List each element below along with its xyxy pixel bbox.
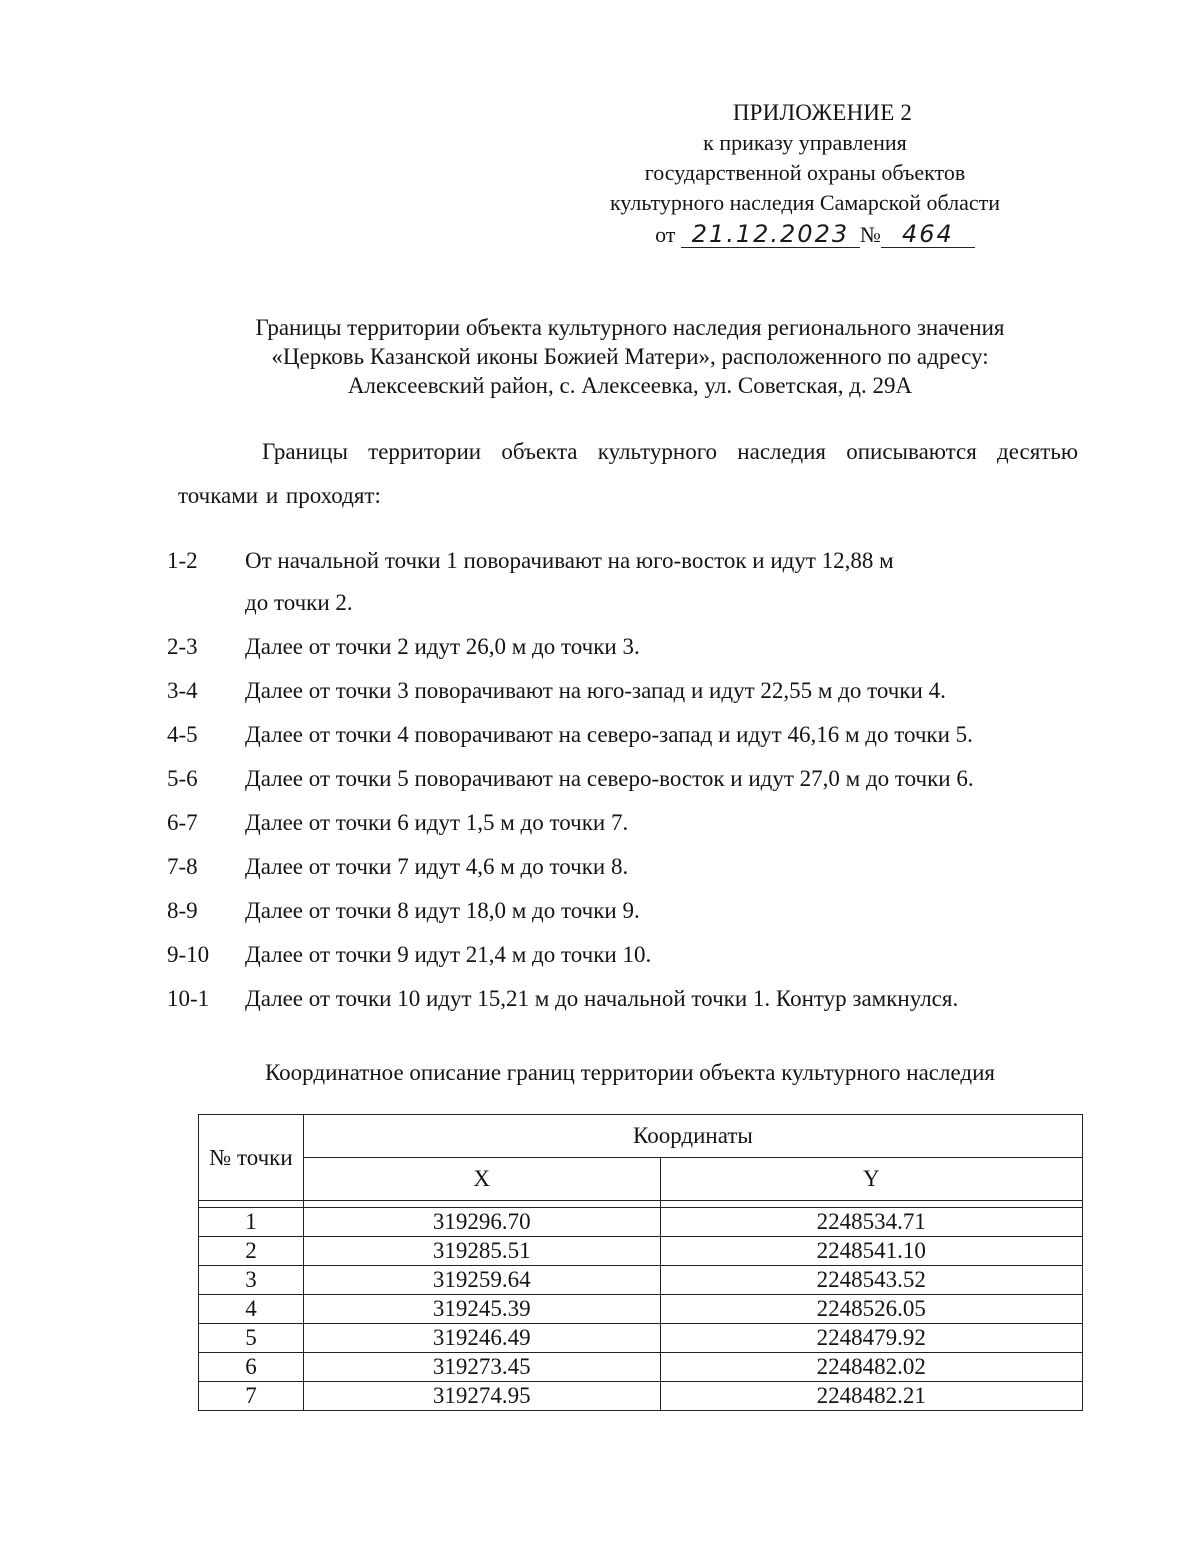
date-prefix: от: [655, 222, 676, 247]
route-segment-text: Далее от точки 9 идут 21,4 м до точки 10.: [245, 942, 652, 967]
order-date-row: [560, 220, 1050, 250]
table-row: [199, 1208, 1083, 1237]
table-spacer-row: [199, 1201, 1083, 1208]
appendix-header: [560, 98, 1050, 250]
header-point-number: № точки: [199, 1115, 304, 1201]
cell-x: 319246.49: [303, 1324, 660, 1353]
route-item: [167, 978, 1097, 1020]
spacer-cell: [660, 1201, 1083, 1208]
route-item: [167, 626, 1097, 668]
cell-x: 319274.95: [303, 1382, 660, 1411]
route-segment-text: Далее от точки 10 идут 15,21 м до начальной точки 1. Контур замкнулся.: [245, 986, 959, 1011]
header-y: Y: [660, 1158, 1083, 1201]
route-segment-text: Далее от точки 6 идут 1,5 м до точки 7.: [245, 810, 629, 835]
boundary-route-list: [167, 540, 1097, 1022]
cell-x: 319273.45: [303, 1353, 660, 1382]
route-segment-code: 1-2: [167, 548, 198, 573]
route-segment-code: 4-5: [167, 722, 198, 747]
number-sign: №: [859, 222, 881, 247]
cell-point: 6: [199, 1353, 304, 1382]
table-row: [199, 1353, 1083, 1382]
table-row: [199, 1295, 1083, 1324]
appendix-subtitle-line-2: государственной охраны объектов: [644, 160, 966, 185]
appendix-subtitle-line-3: культурного наследия Самарской области: [609, 190, 1001, 215]
route-segment-code: 6-7: [167, 810, 198, 835]
route-segment-code: 9-10: [167, 942, 210, 967]
spacer-cell: [303, 1201, 660, 1208]
intro-paragraph: Границы территории объекта культурного наследия описываются десятью точками и проходят:: [178, 439, 1078, 508]
document-title-line-3: Алексеевский район, с. Алексеевка, ул. Советская, д. 29А: [347, 373, 913, 398]
route-segment-text: [245, 540, 1097, 624]
cell-point: 2: [199, 1237, 304, 1266]
route-segment-code: 8-9: [167, 898, 198, 923]
spacer-cell: [199, 1201, 304, 1208]
coordinates-table: [198, 1114, 1083, 1411]
cell-point: 1: [199, 1208, 304, 1237]
document-title-line-2: «Церковь Казанской иконы Божией Матери», расположенного по адресу:: [271, 344, 989, 369]
cell-x: 319259.64: [303, 1266, 660, 1295]
route-segment-code: 7-8: [167, 854, 198, 879]
order-number-field: [881, 222, 975, 248]
route-segment-code: 3-4: [167, 678, 198, 703]
route-item: [167, 846, 1097, 888]
route-segment-text: Далее от точки 4 поворачивают на северо-запад и идут 46,16 м до точки 5.: [245, 722, 973, 747]
order-number-handwritten: 464: [902, 220, 954, 248]
cell-y: 2248482.02: [660, 1353, 1083, 1382]
table-subheader-row: [199, 1158, 1083, 1201]
route-segment-text: Далее от точки 7 идут 4,6 м до точки 8.: [245, 854, 629, 879]
document-title-line-1: Границы территории объекта культурного наследия регионального значения: [255, 315, 1005, 340]
appendix-subtitle-line-1: к приказу управления: [703, 130, 907, 155]
route-item: [167, 890, 1097, 932]
cell-y: 2248482.21: [660, 1382, 1083, 1411]
cell-x: 319296.70: [303, 1208, 660, 1237]
cell-y: 2248534.71: [660, 1208, 1083, 1237]
route-segment-text: Далее от точки 8 идут 18,0 м до точки 9.: [245, 898, 640, 923]
route-segment-code: 10-1: [167, 986, 210, 1011]
cell-x: 319285.51: [303, 1237, 660, 1266]
order-date-field: [681, 222, 860, 248]
route-segment-text: Далее от точки 5 поворачивают на северо-восток и идут 27,0 м до точки 6.: [245, 766, 974, 791]
cell-y: 2248479.92: [660, 1324, 1083, 1353]
table-row: [199, 1382, 1083, 1411]
table-row: [199, 1266, 1083, 1295]
route-item: [167, 714, 1097, 756]
cell-point: 5: [199, 1324, 304, 1353]
document-title: [150, 313, 1110, 400]
route-segment-code: 5-6: [167, 766, 198, 791]
cell-y: 2248526.05: [660, 1295, 1083, 1324]
cell-point: 3: [199, 1266, 304, 1295]
route-item: [167, 758, 1097, 800]
route-segment-text: Далее от точки 3 поворачивают на юго-запад и идут 22,55 м до точки 4.: [245, 678, 946, 703]
cell-x: 319245.39: [303, 1295, 660, 1324]
route-item: [167, 540, 1097, 624]
header-coordinates: Координаты: [303, 1115, 1082, 1158]
table-row: [199, 1237, 1083, 1266]
route-item: [167, 802, 1097, 844]
appendix-title: ПРИЛОЖЕНИЕ 2: [732, 100, 913, 125]
route-segment-text: Далее от точки 2 идут 26,0 м до точки 3.: [245, 634, 640, 659]
table-header-row: [199, 1115, 1083, 1158]
cell-point: 7: [199, 1382, 304, 1411]
route-segment-text-line-1: От начальной точки 1 поворачивают на юго-восток и идут 12,88 м: [245, 548, 894, 573]
route-item: [167, 934, 1097, 976]
route-item: [167, 670, 1097, 712]
cell-point: 4: [199, 1295, 304, 1324]
route-segment-text-line-2: до точки 2.: [245, 590, 353, 615]
order-date-handwritten: 21.12.2023: [691, 220, 850, 248]
header-x: X: [303, 1158, 660, 1201]
table-row: [199, 1324, 1083, 1353]
cell-y: 2248541.10: [660, 1237, 1083, 1266]
route-segment-code: 2-3: [167, 634, 198, 659]
coordinates-table-caption: Координатное описание границ территории объекта культурного наследия: [264, 1060, 995, 1085]
cell-y: 2248543.52: [660, 1266, 1083, 1295]
